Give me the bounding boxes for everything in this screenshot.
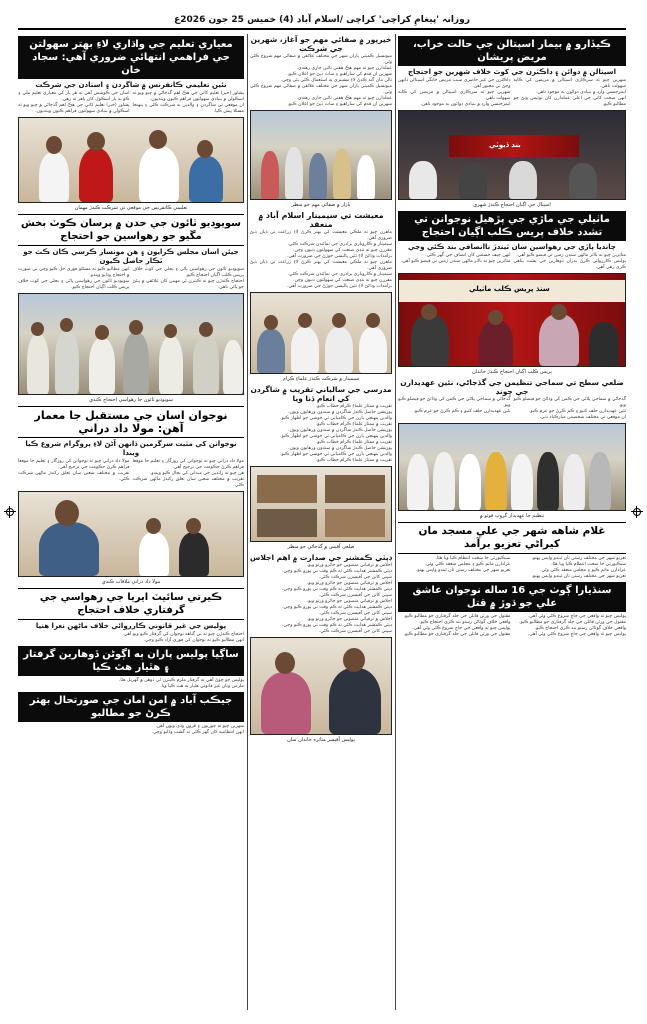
headline-hospital: ڪيڏارو ۾ بيمار اسپتالن جي حالت خراب، مريض پريشان	[398, 36, 626, 66]
article-body: پشاور (خبر) تعليم کاتي جي هڪ اهم گڏجاڻي ۾ چيو ويو ته اسڪولن ۾ بنيادي سهولتون فراهم ڪيون وينديون. ان موقعي تي شاگردن ۽ والدين به شرڪت ڪئي ۽ پنهنجا مسئلا پيش ڪيا. اسان جي ڪوشش آهي ته هر ٻار کي معياري تعليم ملي ۽ ڪو به ٻار اسڪول کان ٻاهر نه رهي. پشاور (خبر) تعليم کاتي جي هڪ اهم گڏجاڻي ۾ چيو ويو ته اسڪولن ۾ بنيادي سهولتون فراهم ڪيون وينديون.	[18, 91, 244, 114]
headline-law-order: جيڪب آباد ۾ امن امان جي صورتحال بهتر ڪرڻ جو مطالبو	[18, 692, 244, 722]
subheadline: چانديا پاڙي جي رهواسين سان ٿيندڙ ناانصافي بند ڪئي وڃي	[408, 243, 616, 251]
photo-group	[398, 423, 626, 511]
photo-caption: پريس ڪلب اڳيان احتجاج ڪندڙ خاندان	[472, 369, 552, 375]
photo-market	[250, 110, 392, 200]
photo-caption: تعليمي ڪانفرنس جي موقعي تي شرڪت ڪندڙ مهمان	[74, 205, 188, 211]
photo-protest	[18, 293, 244, 395]
right-column	[398, 34, 626, 1010]
column-rule	[247, 34, 248, 1010]
column-rule	[395, 34, 396, 1010]
headline-cleanliness: خيرپور ۾ صفائي مهم جو آغاز، شهرين جي شرڪت	[250, 35, 392, 53]
article-body: تعزيو شهر جي مختلف رستن تان ٿيندو واپس پهتو. سيڪيورٽي جا سخت انتظام ڪيا ويا هئا. عزادارن ماتم ڪيو ۽ مجلس منعقد ڪئي وئي. تعزيو شهر جي مختلف رستن تان ٿيندو واپس پهتو. سيڪيورٽي جا سخت انتظام ڪيا ويا هئا. عزادارن ماتم ڪيو ۽ مجلس منعقد ڪئي وئي. تعزيو شهر جي مختلف رستن تان ٿيندو واپس پهتو.	[415, 556, 626, 579]
headline-protest: سويوڊيو ٽائون جي حدن ۾ پرسان ڪوٽ بخش مڱيو جو رهواسين جو احتجاج	[18, 214, 244, 246]
photo-clerics	[250, 292, 392, 374]
headline-youth: نوجوان اسان جي مستقبل جا معمار آهن: مولا داد دراني	[18, 406, 244, 438]
article-body: پوليس جو چوڻ آهي ته گرفتار ملزم ڪيترن ئي ڏوهن ۾ گهربل هئا. ملزمن وٽان غير قانوني هٿيار به هٿ ڪيا ويا.	[118, 678, 244, 689]
middle-column	[250, 34, 392, 1010]
headline-police: ساڳيا پوليس پاران ٻه اڳوڻن ڏوهارين گرفتار ۽ هٿيار هٿ ڪيا	[18, 646, 244, 676]
article-body: گڏجاڻي ۾ سماجي ڀلائي جي ڪمن کي وڌائڻ جو فيصلو ڪيو ويو. نئين عهديدارن حلف کنيو ۽ ڪم ڪرڻ جو عزم ڪيو. ان موقعي تي مختلف شخصيتن مبارڪباد ڏني. گڏجاڻي ۾ سماجي ڀلائي جي ڪمن کي وڌائڻ جو فيصلو ڪيو ويو. نئين عهديدارن حلف کنيو ۽ ڪم ڪرڻ جو عزم ڪيو.	[398, 397, 626, 420]
photo-caption: مولا داد دراني ملاقات ڪندي	[101, 579, 161, 585]
article-body: تقريب ۾ ممتاز علماءِ ڪرام خطاب ڪيو. پوزيشن حاصل ڪندڙ شاگردن ۾ سندون ورهايون ويون. والدين پنهنجي ٻارن جي ڪاميابي تي خوشي جو اظهار ڪيو. تقريب ۾ ممتاز علماءِ ڪرام خطاب ڪيو. پوزيشن حاصل ڪندڙ شاگردن ۾ سندون ورهايون ويون. والدين پنهنجي ٻارن جي ڪاميابي تي خوشي جو اظهار ڪيو. تقريب ۾ ممتاز علماءِ ڪرام خطاب ڪيو. پوزيشن حاصل ڪندڙ شاگردن ۾ سندون ورهايون ويون. والدين پنهنجي ٻارن جي ڪاميابي تي خوشي جو اظهار ڪيو. تقريب ۾ ممتاز علماءِ ڪرام خطاب ڪيو.	[280, 404, 392, 463]
banner-text: بند ڏيوٽي	[489, 141, 521, 149]
photo-caption: بازار ۾ صفائي مهم جو منظر	[291, 202, 351, 208]
masthead	[18, 12, 626, 30]
article-body: شهرين چيو ته چوريون ۽ ڦرون وڌي ويون آهن. انهن انتظاميه کان گهر ڪئي ته گشت وڌايو وڃي.	[151, 724, 244, 735]
photo-office	[250, 466, 392, 542]
masthead-title: روزانہ 'پیغامِ کراچی' کراچی /اسلام آباد (4) خمیس 25 جون 2026ع	[174, 15, 470, 25]
photo-caption: پوليس آفيسر متاثره خاندان سان	[287, 737, 355, 743]
headline-social-org: ضلعي سطح تي سماجي تنظيمن جي گڏجاڻي، نئين عهديدارن جي چونڊ	[400, 378, 624, 396]
banner-text: سنڌ پريس ڪلب ماٺيلي	[469, 285, 550, 293]
article-body: ماهرن چيو ته ملڪي معيشت کي بهتر ڪرڻ لاءِ زراعت تي ڌيان ڏيڻ ضروري آهي. سيمينار ۾ ڪاروباري برادري جي نمائندن شرڪت ڪئي. مقررن چيو ته ننڍي صنعت کي سهولتون ڏنيون وڃن. برآمدات وڌائڻ لاءِ نئين پاليسي جوڙڻ جي ضرورت آهي. ماهرن چيو ته ملڪي معيشت کي بهتر ڪرڻ لاءِ زراعت تي ڌيان ڏيڻ ضروري آهي. سيمينار ۾ ڪاروباري برادري جي نمائندن شرڪت ڪئي. مقررن چيو ته ننڍي صنعت کي سهولتون ڏنيون وڃن. برآمدات وڌائڻ لاءِ نئين پاليسي جوڙڻ جي ضرورت آهي.	[250, 230, 392, 289]
photo-press-club	[398, 273, 626, 367]
photo-hospital-protest	[398, 110, 626, 200]
subheadline: نوجوانن کي مثبت سرگرمين ڏانهن آڻڻ لاءِ پروگرام شروع ڪيا ويندا	[25, 440, 237, 457]
headline-procession: غلام شاهه شهر جي علي مسجد مان کيراڻي تعزيو برآمد	[398, 522, 626, 554]
registration-mark-right	[631, 506, 643, 518]
headline-dc-meeting: ڊپٽي ڪمشنر جي صدارت ۾ اهم اجلاس	[250, 553, 392, 562]
article-body: پوليس چيو ته واقعي جي جاچ شروع ڪئي وئي آهي. مقتول جي ورثن قاتلن جي جلد گرفتاري جو مطالبو ڪيو. واقعي خلاف ڳوٺاڻن رستو بند ڪري احتجاج ڪيو. پوليس چيو ته واقعي جي جاچ شروع ڪئي وئي آهي. مقتول جي ورثن قاتلن جي جلد گرفتاري جو مطالبو ڪيو. واقعي خلاف ڳوٺاڻن رستو بند ڪري احتجاج ڪيو. پوليس چيو ته واقعي جي جاچ شروع ڪئي وئي آهي. مقتول جي ورثن قاتلن جي جلد گرفتاري جو مطالبو ڪيو.	[403, 614, 626, 637]
article-body: مولا داد دراني چيو ته نوجوانن کي روزگار ۽ تعليم جا موقعا فراهم ڪرڻ حڪومت جي ترجيح آهي. هن چيو ته راندين جي ميدانن کي بحال ڪيو ويندو. تقريب ۾ مختلف شعبن سان تعلق رکندڙ ماڻهن شرڪت ڪئي. مولا داد دراني چيو ته نوجوانن کي روزگار ۽ تعليم جا موقعا فراهم ڪرڻ حڪومت جي ترجيح آهي. تقريب ۾ مختلف شعبن سان تعلق رکندڙ ماڻهن شرڪت ڪئي.	[18, 459, 244, 488]
subheadline: نئين تعليمي ڪانفرنس ۾ شاگردن ۽ استادن جي شرڪت	[35, 81, 227, 89]
headline-seminar: معيشت تي سيمينار اسلام آباد ۾ منعقد	[258, 211, 384, 229]
photo-police-family	[250, 637, 392, 735]
photo-caption: تنظيم جا عهديدار گروپ فوٽو ۾	[479, 513, 545, 519]
newspaper-page	[18, 12, 626, 1012]
headline-madrasa: مدرسي جي سالياني تقريب ۾ شاگردن کي انعام ڏنا ويا	[250, 385, 392, 403]
article-body: اجلاس ۾ ترقياتي منصوبن جو جائزو ورتو ويو. ڊپٽي ڪمشنر هدايت ڪئي ته ڪم وقت تي پورو ڪيو وڃي. سڀني کاتن جي آفيسرن شرڪت ڪئي. اجلاس ۾ ترقياتي منصوبن جو جائزو ورتو ويو. ڊپٽي ڪمشنر هدايت ڪئي ته ڪم وقت تي پورو ڪيو وڃي. سڀني کاتن جي آفيسرن شرڪت ڪئي. اجلاس ۾ ترقياتي منصوبن جو جائزو ورتو ويو. ڊپٽي ڪمشنر هدايت ڪئي ته ڪم وقت تي پورو ڪيو وڃي. سڀني کاتن جي آفيسرن شرڪت ڪئي. اجلاس ۾ ترقياتي منصوبن جو جائزو ورتو ويو. ڊپٽي ڪمشنر هدايت ڪئي ته ڪم وقت تي پورو ڪيو وڃي. سڀني کاتن جي آفيسرن شرڪت ڪئي.	[282, 563, 392, 634]
photo-meeting	[18, 491, 244, 577]
headline-education: معياري تعليم جي واڌاري لاءِ بهتر سهولتن جي فراهمي انتهائي ضروري آهي: سجاد خان	[18, 36, 244, 79]
left-column	[18, 34, 244, 1010]
photo-caption: اسپتال جي اڳيان احتجاج ڪندڙ شهري	[473, 202, 551, 208]
registration-mark-left	[4, 506, 16, 518]
headline-arrest-protest: ڪيرتي سائيٽ ايريا جي رهواسي جي گرفتاري خلاف احتجاج	[18, 588, 244, 620]
headline-press-club-protest: ماٺيلي جي ماڙي جي پڙهيل نوجوانن تي تشدد خلاف پريس ڪلب اڳيان احتجاج	[398, 211, 626, 241]
photo-caption: ضلعي آفيس ۾ گڏجاڻي جو منظر	[287, 544, 355, 550]
photo-caption: سويوڊيو ٽائون جا رهواسي احتجاج ڪندي	[89, 397, 173, 403]
photo-caption: سيمينار ۾ شرڪت ڪندڙ علماءِ ڪرام	[282, 376, 360, 382]
article-body: سويوڊيو ٽائون جي رهواسين پاڻي ۽ بجلي جي کوٽ خلاف پريس ڪلب اڳيان احتجاج ڪيو. احتجاج ڪندڙن چيو ته ڪيترن ئي مهينن کان علائقي ۾ پيئڻ جو پاڻي ناهي. انهن مطالبو ڪيو ته مسئلو فوري حل ڪيو وڃي ٻي صورت ۾ احتجاج وڌايو ويندو. سويوڊيو ٽائون جي رهواسين پاڻي ۽ بجلي جي کوٽ خلاف پريس ڪلب اڳيان احتجاج ڪيو.	[18, 267, 244, 290]
photo-conference	[18, 117, 244, 203]
article-body: ميونسپل ڪميٽي پاران شهر جي مختلف علائقن ۾ صفائي مهم شروع ڪئي وئي. عملدارن چيو ته مهم هڪ هفتي تائين جاري رهندي. شهرين ان قدم کي ساراهيو ۽ ساٿ ڏيڻ جو اعلان ڪيو. نالن مان گند ڪڍڻ لاءِ مشينري به استعمال ڪئي پئي وڃي. ميونسپل ڪميٽي پاران شهر جي مختلف علائقن ۾ صفائي مهم شروع ڪئي وئي. عملدارن چيو ته مهم هڪ هفتي تائين جاري رهندي. شهرين ان قدم کي ساراهيو ۽ ساٿ ڏيڻ جو اعلان ڪيو.	[250, 54, 392, 107]
article-body: شهرين چيو ته سرڪاري اسپتالن ۾ مريضن کي ڪابه سهولت ناهي. ايمرجنسي وارڊ ۾ بنيادي دوائون به موجود ناهن. انهن صحت کاتي جي اعليٰ عملدارن کان نوٽيس وٺڻ جو مطالبو ڪيو. ڊاڪٽرن جي غير حاضري سبب مريض خانگي اسپتالن ڏانهن وڃڻ تي مجبور آهن. شهرين چيو ته سرڪاري اسپتالن ۾ مريضن کي ڪابه سهولت ناهي. ايمرجنسي وارڊ ۾ بنيادي دوائون به موجود ناهن.	[398, 78, 626, 107]
headline-murder: سنڌيارا ڳوٺ جي 16 ساله نوجوان عاشق علي جو ڌوڙ ۾ قتل	[398, 582, 626, 612]
subheadline: پوليس جي غير قانوني ڪارروائي خلاف ماڻهن نعرا هنيا	[35, 622, 227, 630]
article-body: متاثرين چيو ته بااثر ماڻهن سندن زمين تي قبضو ڪيو آهي. پوليس ڪارروائي ڪرڻ بدران ڏوهارين جي پشت پناهي ڪري رهي آهي. انهن چيف جسٽس کان انصاف جي گهر ڪئي. متاثرين چيو ته بااثر ماڻهن سندن زمين تي قبضو ڪيو آهي.	[400, 253, 626, 270]
subheadline: اسپتالن ۾ دوائن ۽ ڊاڪٽرن جي کوٽ خلاف شهرين جو احتجاج	[408, 68, 616, 76]
subheadline: جيئن اسان مجلس ڪرايون ۽ هن مونسار ڪرسي ڪان ڪٿ جو ٿڪار حاصل ڪيون	[23, 248, 239, 265]
article-body: احتجاج ڪندڙن چيو ته بي گناهه نوجوان کي گرفتار ڪيو ويو آهي. انهن مطالبو ڪيو ته نوجوان کي فوري آزاد ڪيو وڃي.	[122, 632, 244, 643]
